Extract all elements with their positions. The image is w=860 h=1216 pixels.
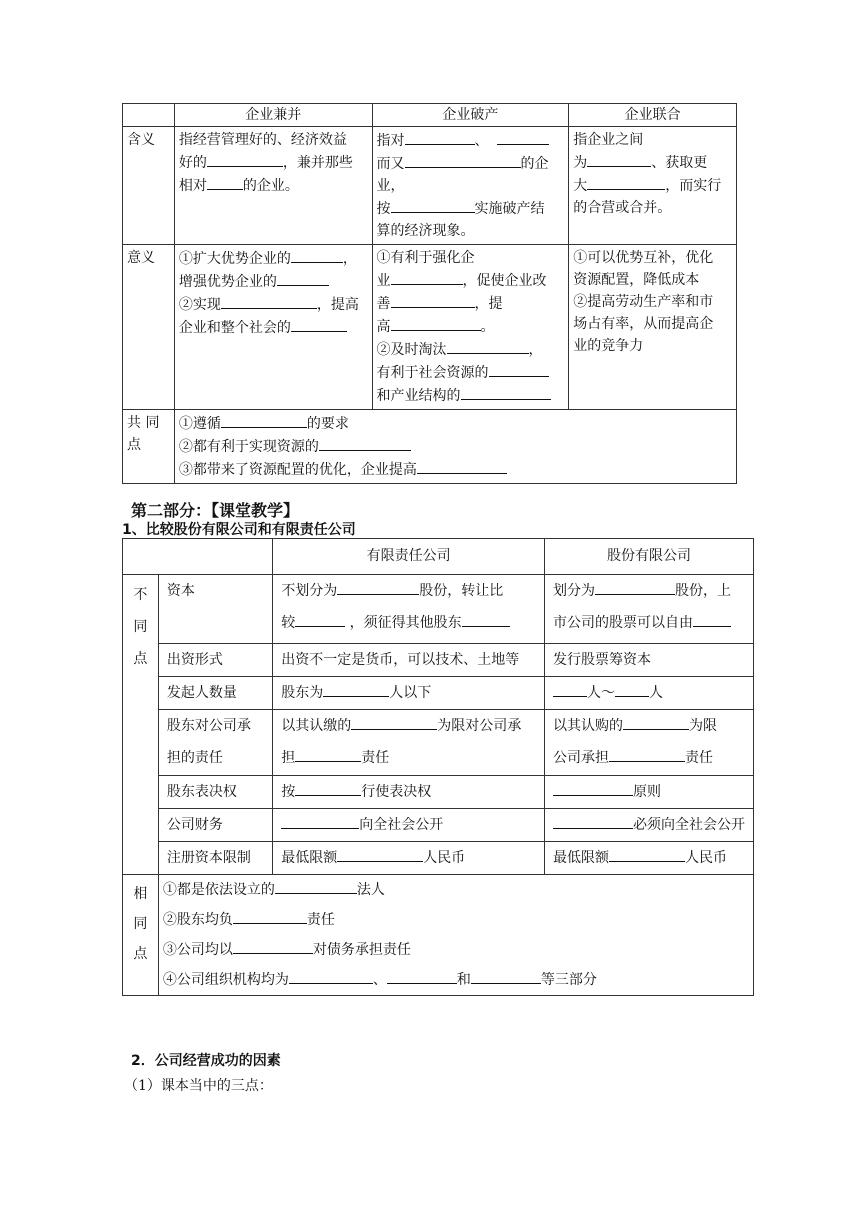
header-bankrupt: 企业破产 <box>372 104 569 127</box>
cell-jsc-founders: 人～ 人 <box>544 677 753 710</box>
label-finance: 公司财务 <box>158 809 272 842</box>
row-capital <box>123 575 754 644</box>
label-liability: 股东对公司承 担的责任 <box>158 710 272 776</box>
label-different-points: 不 同 点 <box>123 575 159 875</box>
header-empty <box>123 539 273 575</box>
label-invest-form: 出资形式 <box>158 644 272 677</box>
row-capital-limit <box>123 842 754 875</box>
cell-jsc-invest: 发行股票筹资本 <box>544 644 753 677</box>
cell-jsc-voting: 原则 <box>544 776 753 809</box>
cell-merger-meaning: 指经营管理好的、经济效益 好的 ，兼并那些 相对 的企业。 <box>174 127 372 245</box>
row-significance <box>123 245 737 410</box>
label-same-points: 相 同 点 <box>123 875 159 996</box>
cell-merger-significance: ①扩大优势企业的 ， 增强优势企业的 ②实现 ，提高 企业和整个社会的 <box>174 245 372 410</box>
row-label-meaning: 含义 <box>123 127 175 245</box>
row-label-common: 共 同 点 <box>123 410 175 484</box>
cell-union-meaning: 指企业之间 为 、获取更 大 ，而实行 的合营或合并。 <box>569 127 737 245</box>
enterprise-comparison-table <box>122 103 737 484</box>
label-capital: 资本 <box>158 575 272 644</box>
row-liability <box>123 710 754 776</box>
row-voting <box>123 776 754 809</box>
header-union: 企业联合 <box>569 104 737 127</box>
header-merger: 企业兼并 <box>174 104 372 127</box>
cell-llc-invest: 出资不一定是货币，可以技术、土地等 <box>273 644 545 677</box>
row-founders <box>123 677 754 710</box>
row-common <box>123 410 737 484</box>
cell-bankrupt-meaning: 指对 、 而又 的企 业， 按 实施破产结 算的经济现象。 <box>372 127 569 245</box>
cell-common-points: ①遵循 的要求 ②都有利于实现资源的 ③都带来了资源配置的优化，企业提高 <box>174 410 736 484</box>
row-same-points <box>123 875 754 996</box>
table-header-row <box>123 104 737 127</box>
section2-subtitle: 1、比较股份有限公司和有限责任公司 <box>122 522 356 538</box>
header-jsc: 股份有限公司 <box>544 539 753 575</box>
label-voting: 股东表决权 <box>158 776 272 809</box>
row-invest-form <box>123 644 754 677</box>
cell-llc-capital-limit: 最低限额 人民币 <box>273 842 545 875</box>
cell-same-points: ①都是依法设立的 法人 ②股东均负 责任 ③公司均以 对债务承担责任 ④公司组织机构均为 、 和 等三部分 <box>158 875 753 996</box>
cell-llc-founders: 股东为 人以下 <box>273 677 545 710</box>
cell-llc-liability: 以其认缴的 为限对公司承 担 责任 <box>273 710 545 776</box>
section2-title: 第二部分：【课堂教学】 <box>131 501 300 520</box>
cell-jsc-capital-limit: 最低限额 人民币 <box>544 842 753 875</box>
cell-llc-voting: 按 行使表决权 <box>273 776 545 809</box>
company-comparison-table <box>122 538 754 996</box>
section3-item: （1）课本当中的三点： <box>124 1078 273 1094</box>
cell-jsc-liability: 以其认购的 为限 公司承担 责任 <box>544 710 753 776</box>
section3-title: 2．公司经营成功的因素 <box>131 1053 281 1069</box>
cell-llc-capital: 不划分为 股份，转让比 较 ，须征得其他股东 <box>273 575 545 644</box>
row-finance <box>123 809 754 842</box>
row-label-significance: 意义 <box>123 245 175 410</box>
label-founders: 发起人数量 <box>158 677 272 710</box>
table2-header-row <box>123 539 754 575</box>
cell-bankrupt-significance: ①有利于强化企 业 ，促使企业改 善 ，提 高 。 ②及时淘汰 ， 有利于社会资源的 和产业结构的 <box>372 245 569 410</box>
header-llc: 有限责任公司 <box>273 539 545 575</box>
cell-jsc-finance: 必须向全社会公开 <box>544 809 753 842</box>
header-empty <box>123 104 175 127</box>
label-capital-limit: 注册资本限制 <box>158 842 272 875</box>
cell-union-significance: ①可以优势互补，优化 资源配置，降低成本 ②提高劳动生产率和市 场占有率，从而提高企 业的竞争力 <box>569 245 737 410</box>
cell-llc-finance: 向全社会公开 <box>273 809 545 842</box>
cell-jsc-capital: 划分为 股份，上 市公司的股票可以自由 <box>544 575 753 644</box>
row-meaning <box>123 127 737 245</box>
